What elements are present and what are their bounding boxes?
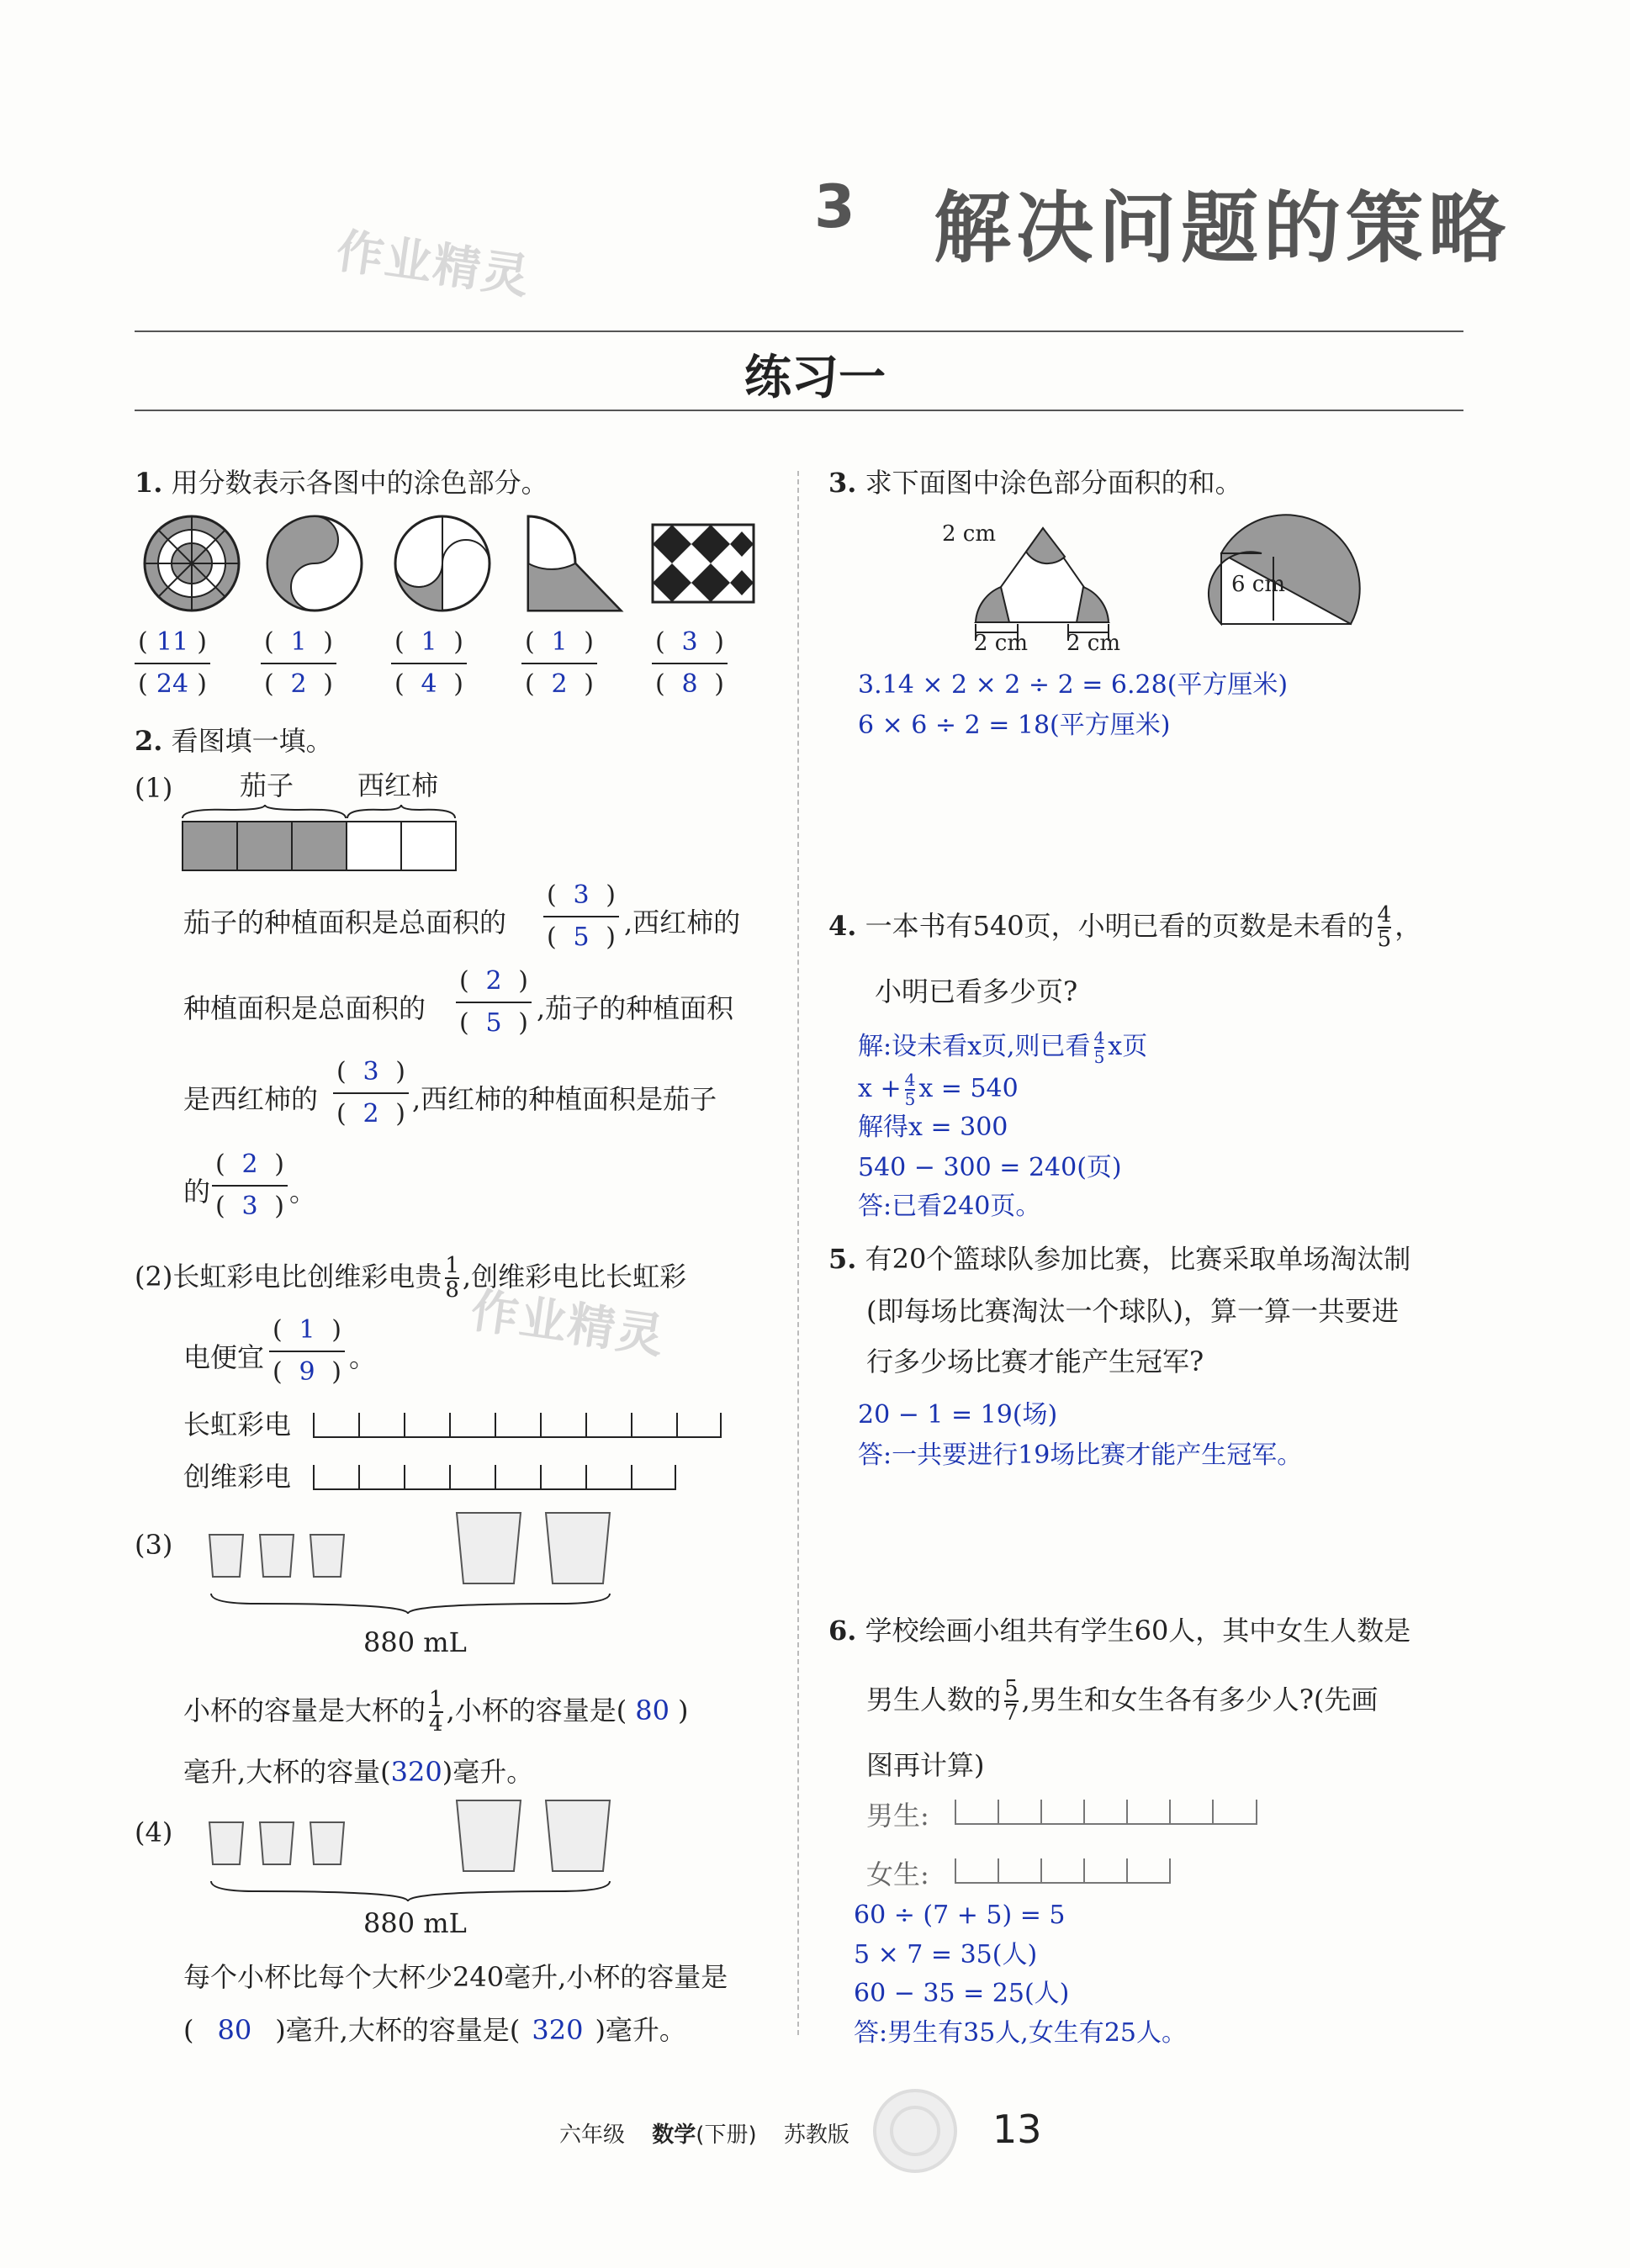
small-cup [209, 1822, 243, 1864]
q5-answer-1: 20 − 1 = 19(场) [858, 1400, 1058, 1430]
q2-p4-total: 880 mL [363, 1907, 467, 1939]
q2-p2-f-num: 1 [299, 1315, 315, 1345]
q5-text-2: (即每场比赛淘汰一个球队)，算一算一共要进 [866, 1295, 1399, 1327]
q2-p1-f4-den: 3 [241, 1192, 258, 1221]
legend-tomato: 西红柿 [357, 769, 439, 801]
q2-p1-line2a: 种植面积是总面积的 [183, 992, 426, 1024]
q4-ans2 [858, 1070, 1019, 1109]
q3-answer-2: 6 × 6 ÷ 2 = 18(平方厘米) [858, 711, 1171, 740]
q6-given-den: 7 [1004, 1700, 1019, 1726]
q1-prompt [135, 467, 548, 499]
q3-number: 3. [828, 467, 857, 499]
q2-p3-total: 880 mL [363, 1626, 467, 1658]
q6-girls-line [955, 1858, 1171, 1884]
small-cup [310, 1822, 344, 1864]
q4-ans1-num: 4 [1093, 1028, 1105, 1048]
q2-p1-f1-den: 5 [573, 923, 590, 952]
q6-line2 [866, 1678, 1378, 1726]
q2-p3-answer-small: 80 [635, 1694, 669, 1726]
q1-a3-num: 1 [421, 627, 437, 657]
q2-p2-given-frac [445, 1255, 459, 1303]
q2-p1-f3-num: 3 [363, 1057, 379, 1086]
q2-p1-f4-num: 2 [241, 1150, 258, 1179]
q4-text1: 一本书有540页，小明已看的页数是未看的 [865, 909, 1374, 942]
legend-eggplant: 茄子 [240, 769, 294, 801]
q4-ans2-num: 4 [904, 1070, 916, 1090]
q3-prompt [828, 467, 1242, 499]
q5-answer-2: 答:一共要进行19场比赛才能产生冠军。 [858, 1441, 1303, 1470]
q1-a2-num: 1 [290, 627, 307, 657]
large-cup [457, 1513, 521, 1583]
watermark-2: 作业精灵 [467, 1283, 669, 1365]
q4-ans1b: x页 [1108, 1032, 1148, 1061]
q6-line3: 图再计算) [866, 1749, 985, 1781]
q2-p4-line2b: )毫升,大杯的容量是( [275, 2014, 521, 2046]
q1-answer-3: ( 1 ) ( 4 ) [391, 624, 467, 703]
q1-a2-den: 2 [290, 669, 307, 699]
q1-answer-1: ( 11 ) ( 24 ) [135, 624, 210, 703]
q2-p3-cups [206, 1509, 627, 1619]
divider-bottom [135, 410, 1463, 411]
q1-answer-2: ( 1 ) ( 2 ) [261, 624, 336, 703]
q2-p3-label: (3) [135, 1529, 173, 1561]
footer-grade: 六年级 [559, 2123, 626, 2148]
q2-p1-f3-den: 2 [363, 1099, 379, 1129]
divider-top [135, 330, 1463, 332]
q2-p2-given-num: 1 [445, 1253, 459, 1278]
q4-ans1-den: 5 [1093, 1047, 1105, 1067]
q4-text1b: ， [1394, 909, 1422, 942]
q2-p1-frac1: ( 3 ) ( 5 ) [543, 877, 619, 956]
q2-p2-label: (2) [135, 1260, 173, 1293]
page-number: 13 [992, 2107, 1042, 2152]
q3-label-top: 2 cm [942, 521, 997, 547]
figure-diamond-grid [653, 525, 754, 602]
ruler-label-changhong: 长虹彩电 [183, 1409, 292, 1441]
q2-p3-line1 [183, 1689, 688, 1737]
q2-p3-answer-large: 320 [390, 1756, 442, 1788]
q2-p4-line2a: ( [183, 2014, 194, 2046]
q1-a1-num: 11 [156, 627, 189, 657]
small-cup [209, 1535, 243, 1577]
q2-p3-given-frac [429, 1689, 443, 1737]
footer-subject: 数学 [652, 2123, 696, 2148]
q2-p2-frac: ( 1 ) ( 9 ) [269, 1312, 345, 1391]
q4-ans1-frac [1094, 1029, 1105, 1066]
large-cup [457, 1800, 521, 1871]
q2-p1-line1a: 茄子的种植面积是总面积的 [183, 907, 507, 938]
q3-label-bottom-right: 2 cm [1066, 631, 1121, 656]
ruler-label-chuangwei: 创维彩电 [183, 1461, 292, 1493]
q3-label-bottom-left: 2 cm [974, 631, 1029, 656]
q2-p2-f-den: 9 [299, 1357, 315, 1387]
q3-answer-1: 3.14 × 2 × 2 ÷ 2 = 6.28(平方厘米) [858, 670, 1289, 700]
ruler-changhong [313, 1413, 722, 1438]
q6-answer-3: 60 − 35 = 25(人) [854, 1979, 1070, 2008]
figure-target-circle [145, 516, 239, 611]
q6-given-num: 5 [1004, 1676, 1019, 1701]
q2-number: 2. [135, 725, 163, 757]
q2-p1-line2b: ,茄子的种植面积 [537, 992, 734, 1024]
q6-answer-4: 答:男生有35人,女生有25人。 [854, 2018, 1187, 2048]
q1-a5-den: 8 [681, 669, 698, 699]
q2-p1-frac2: ( 2 ) ( 5 ) [456, 963, 532, 1042]
q1-a4-den: 2 [551, 669, 568, 699]
q1-a1-den: 24 [156, 669, 189, 699]
q2-p2-line1b: ,创维彩电比长虹彩 [462, 1260, 687, 1293]
footer-edition: 苏教版 [783, 2123, 849, 2148]
small-cup [310, 1535, 344, 1577]
q6-line1 [828, 1615, 1410, 1647]
q2-p1-diagram [181, 803, 467, 875]
q5-text-3: 行多少场比赛才能产生冠军? [866, 1345, 1204, 1377]
q2-p1-line3b: ,西红柿的种植面积是茄子 [412, 1083, 717, 1115]
q2-p1-line1b: ,西红柿的 [624, 907, 741, 938]
q3-text: 求下面图中涂色部分面积的和。 [865, 467, 1242, 499]
q1-figures [143, 513, 765, 614]
q2-p2-line2b: 。 [349, 1341, 377, 1373]
q2-p3-given-num: 1 [429, 1687, 443, 1712]
q4-ans2b: x = 540 [918, 1074, 1019, 1103]
q2-text: 看图填一填。 [171, 725, 333, 757]
watermark: 作业精灵 [332, 224, 534, 305]
section-title: 练习一 [744, 351, 886, 405]
q2-p1-line4a: 的 [183, 1176, 211, 1208]
q1-number: 1. [135, 467, 163, 499]
q2-p1-line3a: 是西红柿的 [183, 1083, 319, 1115]
q6-girls-label: 女生: [866, 1858, 929, 1890]
q2-p3-line1b: ,小杯的容量是( [446, 1694, 627, 1726]
q4-ans1a: 解:设未看x页,则已看 [858, 1032, 1091, 1061]
figure-yin-circle [267, 516, 362, 611]
q4-given-num: 4 [1377, 902, 1392, 928]
q6-number: 6. [828, 1615, 857, 1647]
q4-ans1 [858, 1028, 1147, 1067]
q1-answer-4: ( 1 ) ( 2 ) [521, 624, 597, 703]
q2-p4-answer-large: 320 [532, 2014, 584, 2046]
small-cup [260, 1535, 294, 1577]
q4-given-frac [1378, 904, 1392, 952]
q2-p2-given-den: 8 [445, 1277, 459, 1303]
q4-ans4: 540 − 300 = 240(页) [858, 1153, 1122, 1182]
q6-boys-label: 男生: [866, 1800, 929, 1832]
q5-number: 5. [828, 1243, 857, 1275]
footer-text [559, 2117, 849, 2149]
q2-p3-line2 [183, 1756, 533, 1788]
q6-line2b: ,男生和女生各有多少人?(先画 [1021, 1683, 1379, 1716]
q2-p4-line1: 每个小杯比每个大杯少240毫升,小杯的容量是 [183, 1961, 728, 1993]
q6-boys-line [955, 1800, 1257, 1825]
chapter-title: 解决问题的策略 [934, 183, 1511, 273]
q1-a3-den: 4 [421, 669, 437, 699]
q2-p2-line2a: 电便宜 [183, 1341, 265, 1373]
q2-p1-label: (1) [135, 772, 173, 804]
q2-p4-answer-small: 80 [217, 2014, 252, 2046]
q4-text2: 小明已看多少页? [875, 975, 1078, 1007]
small-cup [260, 1822, 294, 1864]
q2-p1-f2-den: 5 [485, 1008, 502, 1038]
q2-p3-given-den: 4 [429, 1711, 443, 1737]
q6-answer-2: 5 × 7 = 35(人) [854, 1940, 1038, 1969]
q2-p4-label: (4) [135, 1816, 173, 1848]
large-cup [546, 1513, 610, 1583]
q1-a4-num: 1 [551, 627, 568, 657]
column-divider [797, 471, 799, 2035]
q6-answer-1: 60 ÷ (7 + 5) = 5 [854, 1901, 1066, 1930]
q4-ans2-frac [905, 1071, 916, 1108]
q1-answer-5: ( 3 ) ( 8 ) [652, 624, 728, 703]
q2-p1-frac4: ( 2 ) ( 3 ) [212, 1146, 288, 1225]
q1-text: 用分数表示各图中的涂色部分。 [171, 467, 548, 499]
q4-ans2-den: 5 [904, 1089, 916, 1109]
q4-number: 4. [828, 909, 857, 942]
ruler-chuangwei [313, 1465, 676, 1490]
q4-ans3: 解得x = 300 [858, 1113, 1008, 1142]
q2-p2-line1a: 长虹彩电比创维彩电贵 [172, 1260, 442, 1293]
q5-line1 [828, 1243, 1410, 1275]
q2-p3-line2a: 毫升,大杯的容量( [183, 1756, 391, 1788]
q3-label-side: 6 cm [1231, 572, 1286, 597]
q2-p3-line1a: 小杯的容量是大杯的 [183, 1694, 426, 1726]
q2-p3-line2b: )毫升。 [442, 1756, 534, 1788]
q2-p1-f2-num: 2 [485, 966, 502, 996]
q6-text-1: 学校绘画小组共有学生60人，其中女生人数是 [865, 1615, 1411, 1647]
q2-p1-frac3: ( 3 ) ( 2 ) [333, 1054, 409, 1133]
q2-p1-line4b: 。 [289, 1176, 317, 1208]
q3-square-figure [1209, 515, 1360, 624]
q1-a5-num: 3 [681, 627, 698, 657]
footer-volume: (下册) [696, 2123, 757, 2148]
figure-wave-circle [395, 516, 490, 611]
footer-logo-decoration [866, 2086, 967, 2178]
q2-p4-line2 [183, 2014, 686, 2046]
large-cup [546, 1800, 610, 1871]
q2-p1-f1-num: 3 [573, 880, 590, 910]
q2-p4-cups [206, 1797, 627, 1906]
q4-given-den: 5 [1377, 927, 1392, 953]
q4-ans5: 答:已看240页。 [858, 1192, 1041, 1221]
q2-p3-line1c: ) [677, 1694, 689, 1726]
figure-quarter-shape [528, 516, 621, 611]
q2-p4-line2c: )毫升。 [595, 2014, 686, 2046]
q2-prompt [135, 725, 333, 757]
q4-ans2a: x + [858, 1074, 902, 1103]
q5-text-1: 有20个篮球队参加比赛，比赛采取单场淘汰制 [865, 1243, 1411, 1275]
q6-given-frac [1004, 1678, 1019, 1726]
q4-line1 [828, 904, 1421, 952]
chapter-number: 3 [814, 172, 855, 241]
q6-line2a: 男生人数的 [866, 1683, 1002, 1716]
